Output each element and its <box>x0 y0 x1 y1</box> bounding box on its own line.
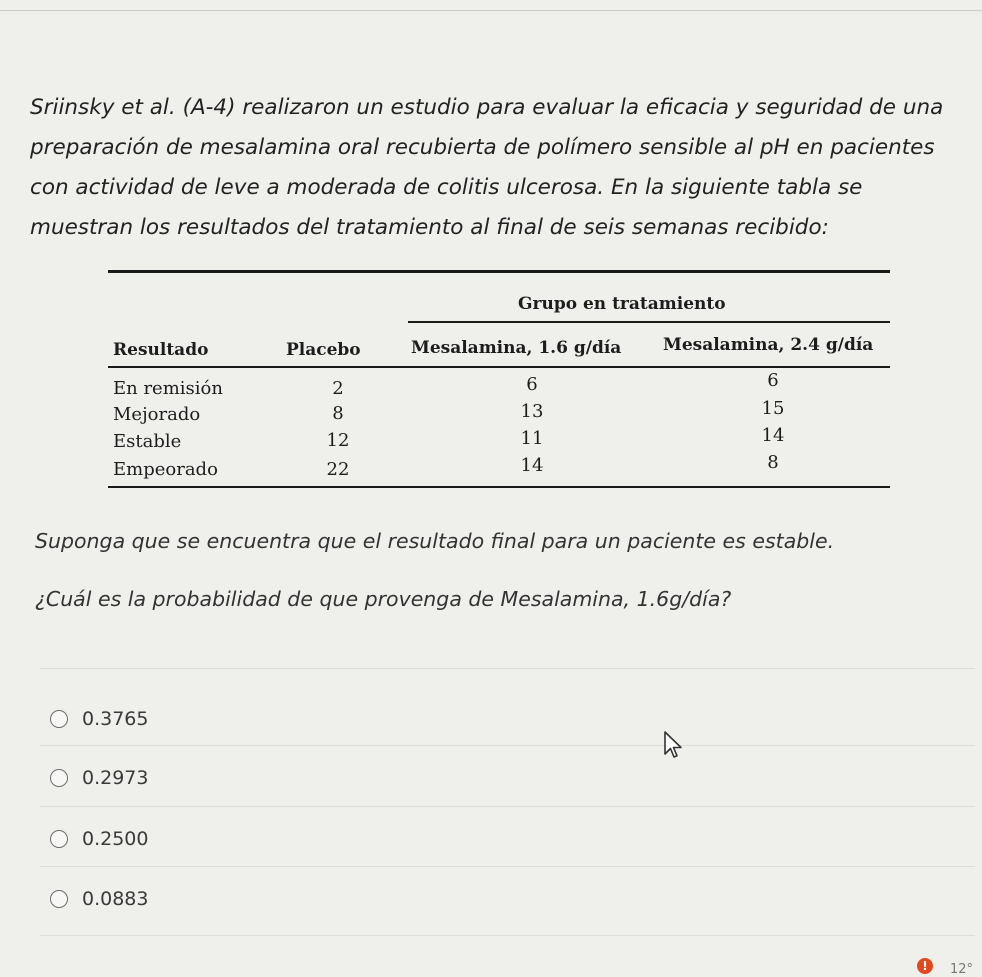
alert-icon[interactable]: ! <box>917 958 933 974</box>
pointer-cursor-icon <box>663 730 687 764</box>
answer-option-1[interactable] <box>50 706 148 732</box>
row-label-empeorado: Empeorado <box>113 459 218 480</box>
option-divider <box>40 745 975 746</box>
radio-button[interactable] <box>50 830 68 848</box>
cell-placebo-empeorado: 22 <box>326 459 350 480</box>
results-table <box>108 270 890 495</box>
column-header-mesalamina-16: Mesalamina, 1.6 g/día <box>411 338 622 358</box>
answer-option-label: 0.2500 <box>82 828 149 850</box>
problem-statement: Sriinsky et al. (A-4) realizaron un estudio para evaluar la eficacia y seguridad de una preparación de mesalamina oral recubierta de polímero sensible al pH en pacientes con actividad de leve a moderada de colitis ulcerosa. En la siguiente tabla se muestran los resultados del tratamiento al final de seis semanas recibido: <box>30 95 944 240</box>
question-text: ¿Cuál es la probabilidad de que provenga de Mesalamina, 1.6g/día? <box>35 587 732 611</box>
option-divider <box>40 935 975 936</box>
group-header: Grupo en tratamiento <box>518 294 726 314</box>
cell-placebo-mejorado: 8 <box>332 403 344 424</box>
table-bottom-rule <box>108 486 890 488</box>
row-label-mejorado: Mejorado <box>113 404 201 425</box>
cell-mes24-empeorado: 8 <box>767 452 779 473</box>
row-label-en-remision: En remisión <box>113 378 223 399</box>
cell-mes16-mejorado: 13 <box>520 401 544 422</box>
answer-option-2[interactable] <box>50 765 148 791</box>
option-divider <box>40 866 975 867</box>
column-header-mesalamina-24: Mesalamina, 2.4 g/día <box>663 335 874 355</box>
cell-mes16-estable: 11 <box>520 428 544 449</box>
corner-status-text: 12° <box>950 962 974 977</box>
cell-mes24-en-remision: 6 <box>767 370 779 391</box>
cell-placebo-estable: 12 <box>326 430 350 451</box>
cell-mes24-estable: 14 <box>761 425 785 446</box>
cell-mes16-empeorado: 14 <box>520 455 544 476</box>
answer-option-label: 0.3765 <box>82 708 149 730</box>
answer-option-3[interactable] <box>50 826 148 852</box>
column-header-placebo: Placebo <box>286 340 361 360</box>
answer-area-divider <box>40 668 975 669</box>
top-divider <box>0 10 982 11</box>
scenario-text: Suponga que se encuentra que el resultado final para un paciente es estable. <box>35 529 835 553</box>
cell-placebo-en-remision: 2 <box>332 378 344 399</box>
group-header-rule <box>408 321 890 323</box>
option-divider <box>40 806 975 807</box>
answer-option-label: 0.0883 <box>82 888 149 910</box>
table-top-rule <box>108 270 890 273</box>
radio-button[interactable] <box>50 769 68 787</box>
row-label-estable: Estable <box>113 431 182 452</box>
radio-button[interactable] <box>50 710 68 728</box>
cell-mes24-mejorado: 15 <box>761 398 785 419</box>
column-header-resultado: Resultado <box>113 340 209 360</box>
radio-button[interactable] <box>50 890 68 908</box>
answer-option-4[interactable] <box>50 886 148 912</box>
cell-mes16-en-remision: 6 <box>526 374 538 395</box>
answer-option-label: 0.2973 <box>82 767 149 789</box>
header-bottom-rule <box>108 366 890 368</box>
